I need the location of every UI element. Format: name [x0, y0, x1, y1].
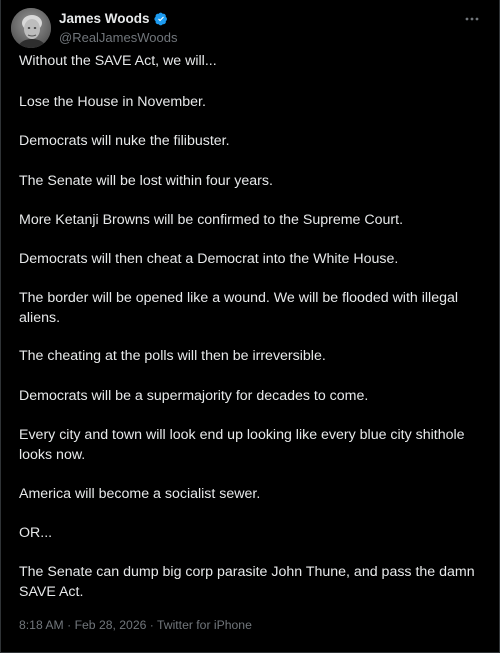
tweet-paragraph: Democrats will be a supermajority for decades to come.: [19, 388, 369, 404]
tweet-date[interactable]: Feb 28, 2026: [74, 618, 147, 632]
tweet-paragraph: Democrats will then cheat a Democrat into the White House.: [19, 251, 399, 267]
tweet-paragraph: Democrats will nuke the filibuster.: [19, 133, 230, 149]
tweet-paragraph: The Senate will be lost within four years.: [19, 173, 273, 189]
meta-separator: ·: [149, 618, 154, 632]
tweet-paragraph: The cheating at the polls will then be irreversible.: [19, 348, 326, 364]
author-names: [59, 10, 177, 47]
meta-separator: ·: [67, 618, 72, 632]
tweet-paragraph: OR...: [19, 525, 53, 541]
tweet-source: Twitter for iPhone: [157, 618, 252, 632]
tweet-paragraph: More Ketanji Browns will be confirmed to the Supreme Court.: [19, 212, 404, 228]
tweet-time[interactable]: 8:18 AM: [19, 618, 64, 632]
tweet-paragraph: The border will be opened like a wound. We will be flooded with illegal aliens.: [19, 290, 459, 326]
display-name-row: [59, 10, 177, 28]
tweet-paragraph: Lose the House in November.: [19, 94, 206, 110]
tweet-meta: [19, 616, 252, 634]
tweet-paragraph: America will become a socialist sewer.: [19, 486, 261, 502]
avatar[interactable]: [11, 8, 51, 48]
tweet-paragraph: Without the SAVE Act, we will...: [19, 53, 217, 69]
more-options-icon[interactable]: [461, 10, 483, 28]
verified-badge-icon[interactable]: [154, 12, 168, 26]
tweet-header: [11, 8, 489, 48]
tweet-paragraph: The Senate can dump big corp parasite John Thune, and pass the damn SAVE Act.: [19, 564, 475, 600]
tweet-paragraph: Every city and town will look end up looking like every blue city shithole looks now.: [19, 427, 465, 463]
display-name[interactable]: James Woods: [59, 11, 150, 26]
author-handle[interactable]: @RealJamesWoods: [59, 30, 178, 45]
avatar-photo: [11, 8, 51, 48]
